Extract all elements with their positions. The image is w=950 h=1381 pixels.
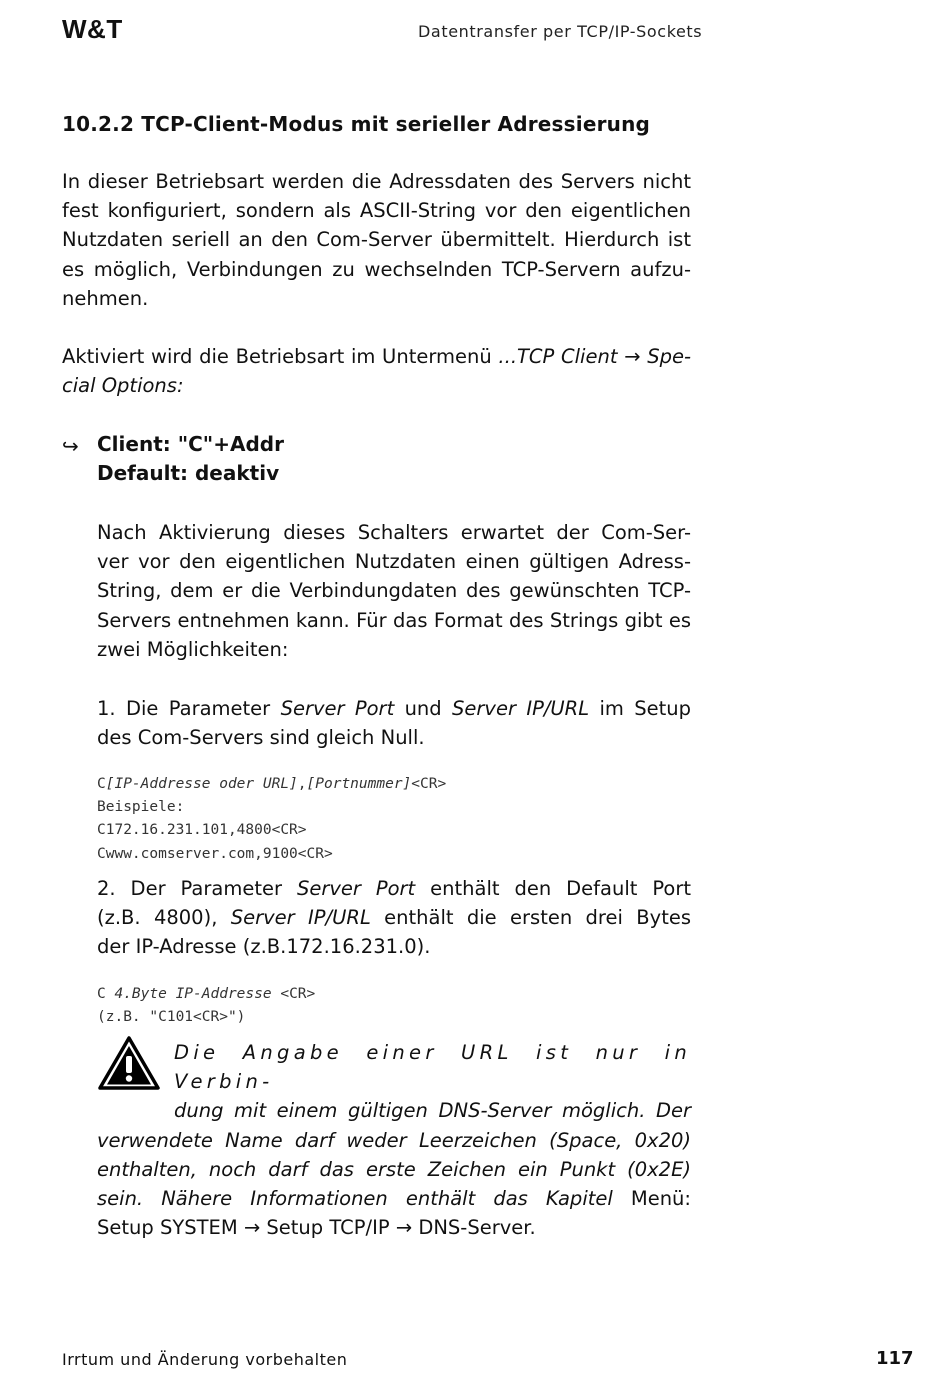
menu-path: ...TCP Client → Spe- xyxy=(498,345,691,368)
parameter-name: Client: "C"+Addr xyxy=(97,432,284,456)
code-example-label: Beispiele: xyxy=(97,799,185,816)
warning-line: verwendete Name darf weder Leerzeichen (Space, 0x20) xyxy=(97,1128,691,1152)
footer-note: Irrtum und Änderung vorbehalten xyxy=(62,1350,348,1369)
intro-paragraph xyxy=(62,167,691,313)
term-server-port: Server Port xyxy=(280,697,395,720)
option-1-prefix: 1. Die Parameter xyxy=(97,697,281,720)
code-example: Cwww.comserver.com,9100<CR> xyxy=(97,845,333,862)
page-number: 117 xyxy=(876,1348,914,1369)
activation-line xyxy=(62,342,691,371)
warning-line-normal: Menü: xyxy=(612,1187,691,1211)
code-arg-port: [Portnummer] xyxy=(306,776,412,792)
option-2-line2-prefix: (z.B. 4800), xyxy=(97,906,231,930)
activation-line xyxy=(62,371,691,400)
option-1-paragraph xyxy=(97,694,691,752)
activation-paragraph xyxy=(62,342,691,400)
option-1-suffix: im Setup xyxy=(589,697,691,720)
code-arg-byte: 4.Byte IP-Addresse xyxy=(114,986,272,1002)
description-line: Servers entnehmen kann. Für das Format des Strings gibt es xyxy=(97,608,691,632)
hook-arrow-icon: ↪ xyxy=(62,434,79,458)
term-server-port: Server Port xyxy=(296,877,416,900)
term-server-ip-url: Server IP/URL xyxy=(452,697,590,720)
code-syntax xyxy=(97,983,315,1006)
code-comma: , xyxy=(297,776,307,792)
intro-line: fest konfiguriert, sondern als ASCII-String vor den eigentlichen xyxy=(62,199,691,223)
code-block-option-1 xyxy=(97,773,446,866)
warning-line: dung mit einem gültigen DNS-Server möglich. Der xyxy=(174,1099,691,1123)
running-header-title: Datentransfer per TCP/IP-Sockets xyxy=(418,22,703,41)
option-2-line2-suffix: enthält die ersten drei Bytes xyxy=(370,906,691,930)
option-1-mid: und xyxy=(394,697,453,720)
intro-line: nehmen. xyxy=(62,286,149,310)
option-2-paragraph xyxy=(97,874,691,962)
intro-line: es möglich, Verbindungen zu wechselnden TCP-Servern aufzu- xyxy=(62,257,691,281)
parameter-heading xyxy=(97,430,284,488)
menu-path-cont: cial Options: xyxy=(62,374,184,398)
option-2-mid: enthält den Default Port xyxy=(415,877,691,900)
description-line: ver vor den eigentlichen Nutzdaten einen gültigen Adress- xyxy=(97,550,691,574)
option-2-line xyxy=(97,903,691,932)
section-heading: 10.2.2 TCP-Client-Modus mit serieller Adressierung xyxy=(62,112,651,136)
code-cr: <CR> xyxy=(271,986,316,1002)
option-1-line: des Com-Servers sind gleich Null. xyxy=(97,726,425,750)
code-arg-address: [IP-Addresse oder URL] xyxy=(105,776,298,792)
intro-line: In dieser Betriebsart werden die Adressdaten des Servers nicht xyxy=(62,170,691,193)
warning-menu-path: Setup SYSTEM → Setup TCP/IP → DNS-Server. xyxy=(97,1216,536,1240)
parameter-description xyxy=(97,518,691,664)
activation-prefix: Aktiviert wird die Betriebsart im Untermenü xyxy=(62,345,499,368)
description-line: zwei Möglichkeiten: xyxy=(97,637,289,661)
code-example: C172.16.231.101,4800<CR> xyxy=(97,822,307,839)
code-syntax xyxy=(97,773,446,796)
code-cr: <CR> xyxy=(411,776,447,792)
code-prefix: C xyxy=(97,986,115,1002)
option-2-line xyxy=(97,874,691,903)
code-prefix: C xyxy=(97,776,106,792)
option-2-line: der IP-Adresse (z.B.172.16.231.0). xyxy=(97,935,431,959)
warning-line-italic: sein. Nähere Informationen enthält das Kapitel xyxy=(97,1187,613,1211)
parameter-default: Default: deaktiv xyxy=(97,461,280,486)
term-server-ip-url: Server IP/URL xyxy=(230,906,371,930)
warning-line xyxy=(97,1184,691,1213)
warning-line: enthalten, noch darf das erste Zeichen ein Punkt (0x2E) xyxy=(97,1157,691,1181)
code-block-option-2 xyxy=(97,983,315,1029)
code-example: (z.B. "C101<CR>") xyxy=(97,1009,246,1026)
intro-line: Nutzdaten seriell an den Com-Server übermittelt. Hierdurch ist xyxy=(62,228,691,252)
warning-note xyxy=(97,1038,691,1242)
brand-logo-text: W&T xyxy=(62,14,123,44)
description-line: String, dem er die Verbindungdaten des gewünschten TCP- xyxy=(97,579,691,603)
description-line: Nach Aktivierung dieses Schalters erwartet der Com-Ser- xyxy=(97,521,691,544)
option-1-line xyxy=(97,694,691,723)
warning-line: Die Angabe einer URL ist nur in Verbin- xyxy=(174,1041,691,1094)
option-2-prefix: 2. Der Parameter xyxy=(97,877,297,900)
